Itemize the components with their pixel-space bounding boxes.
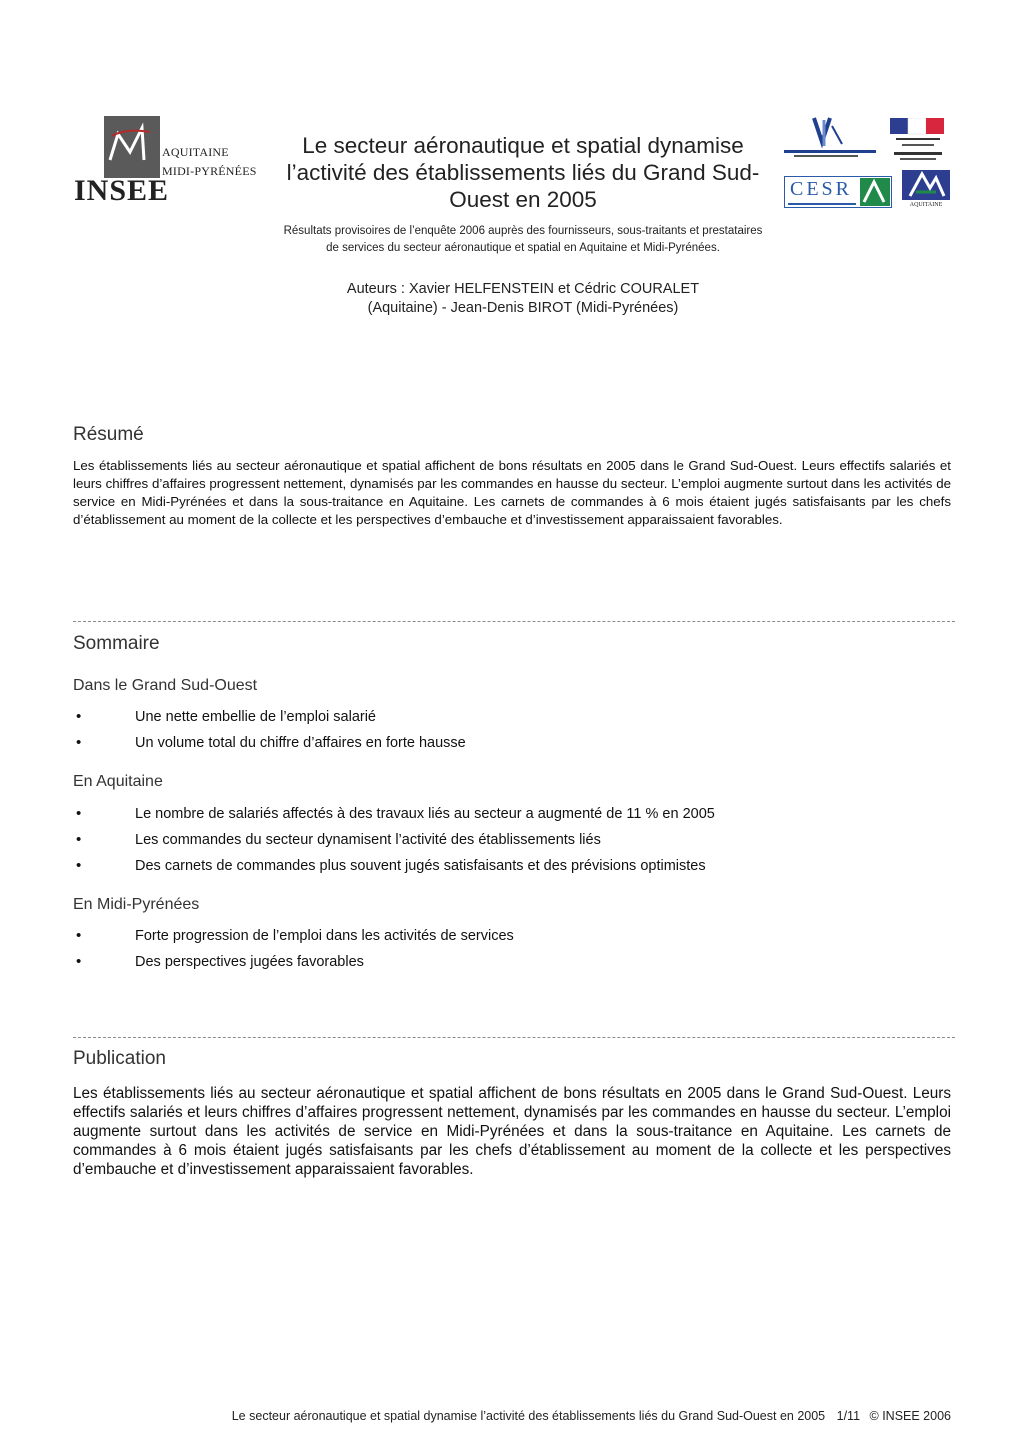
page-footer [73, 1409, 951, 1423]
publication-text: Les établissements liés au secteur aéronautique et spatial affichent de bons résultats en 2005 dans le Grand Sud-Ouest. Leurs effectifs salariés et leurs chiffres d’affaires progressent nettement, dynamisés par les commandes en hausse du secteur. L’emploi augmente surtout dans les activités de service en Midi-Pyrénées et dans la sous-traitance en Aquitaine. Les carnets de commandes à 6 mois étaient jugés satisfaisants par les chefs d’établissement au moment de la collecte et les perspectives d’embauche et d’investissement apparaissaient favorables. [73, 1085, 951, 1178]
bullet-icon: • [76, 805, 82, 822]
sommaire-group-title: En Aquitaine [73, 773, 163, 790]
sommaire-group-title: Dans le Grand Sud-Ouest [73, 677, 258, 694]
authors [276, 280, 770, 318]
sommaire-heading: Sommaire [73, 633, 160, 654]
sommaire-group-title: En Midi-Pyrénées [73, 896, 200, 913]
sommaire-item [73, 949, 953, 975]
sommaire-item [73, 730, 953, 756]
footer-copyright: © INSEE 2006 [869, 1409, 951, 1423]
bullet-icon: • [76, 708, 82, 725]
sommaire-item-text: Des perspectives jugées favorables [135, 954, 364, 970]
insee-region-line2: MIDI-PYRÉNÉES [162, 164, 257, 178]
sommaire-list [73, 704, 953, 756]
bullet-icon: • [76, 831, 82, 848]
cesr-logo [784, 176, 892, 208]
insee-region-line1: AQUITAINE [162, 145, 229, 159]
sommaire-item-text: Forte progression de l’emploi dans les activités de services [135, 928, 514, 944]
sommaire-item-text: Un volume total du chiffre d’affaires en forte hausse [135, 735, 466, 751]
footer-page-number: 1/11 [836, 1409, 861, 1423]
sommaire-item-text: Les commandes du secteur dynamisent l’activité des établissements liés [135, 832, 601, 848]
bullet-icon: • [76, 953, 82, 970]
sommaire-item [73, 827, 953, 853]
footer-title: Le secteur aéronautique et spatial dynamise l’activité des établissements liés du Grand Sud-Ouest en 2005 [231, 1409, 826, 1423]
aquitaine-region-logo [902, 170, 950, 214]
sommaire-item-text: Le nombre de salariés affectés à des travaux liés au secteur a augmenté de 11 % en 2005 [135, 806, 715, 822]
republique-francaise-logo [890, 118, 946, 162]
cesr-label: CESR [790, 178, 853, 200]
sommaire-list [73, 801, 953, 879]
insee-mark-icon [104, 116, 160, 178]
bordeaux-logo [784, 116, 876, 162]
insee-logo [74, 116, 264, 212]
insee-wordmark: INSEE [74, 174, 170, 207]
page-subtitle: Résultats provisoires de l’enquête 2006 auprès des fournisseurs, sous-traitants et prestataires de services du secteur aéronautique et spatial en Aquitaine et Midi-Pyrénées. [283, 225, 763, 254]
sommaire-item [73, 923, 953, 949]
sommaire-item [73, 853, 953, 879]
divider [73, 1037, 955, 1038]
sommaire-item [73, 801, 953, 827]
authors-line-2: (Aquitaine) - Jean-Denis BIROT (Midi-Pyrénées) [367, 300, 679, 316]
sommaire-item [73, 704, 953, 730]
bullet-icon: • [76, 927, 82, 944]
publication-heading: Publication [73, 1048, 166, 1069]
bullet-icon: • [76, 734, 82, 751]
resume-text: Les établissements liés au secteur aéronautique et spatial affichent de bons résultats en 2005 dans le Grand Sud-Ouest. Leurs effectifs salariés et leurs chiffres d’affaires progressent nettement, dynamisés par les commandes en hausse du secteur. L’emploi augmente surtout dans les activités de service en Midi-Pyrénées et dans la sous-traitance en Aquitaine. Les carnets de commandes à 6 mois étaient jugés satisfaisants par les chefs d’établissement au moment de la collecte et les perspectives d’embauche et d’investissement apparaissaient favorables. [73, 458, 951, 527]
sommaire-item-text: Une nette embellie de l’emploi salarié [135, 709, 376, 725]
partner-logos [784, 116, 954, 216]
insee-region [162, 143, 257, 181]
page-title: Le secteur aéronautique et spatial dynamise l’activité des établissements liés du Grand Sud-Ouest en 2005 [286, 133, 760, 212]
authors-line-1: Auteurs : Xavier HELFENSTEIN et Cédric COURALET [346, 281, 700, 297]
sommaire-list [73, 923, 953, 975]
aquitaine-label: AQUITAINE [909, 202, 943, 208]
resume-heading: Résumé [73, 424, 144, 445]
divider [73, 621, 955, 622]
bullet-icon: • [76, 857, 82, 874]
sommaire-item-text: Des carnets de commandes plus souvent jugés satisfaisants et des prévisions optimistes [135, 858, 706, 874]
